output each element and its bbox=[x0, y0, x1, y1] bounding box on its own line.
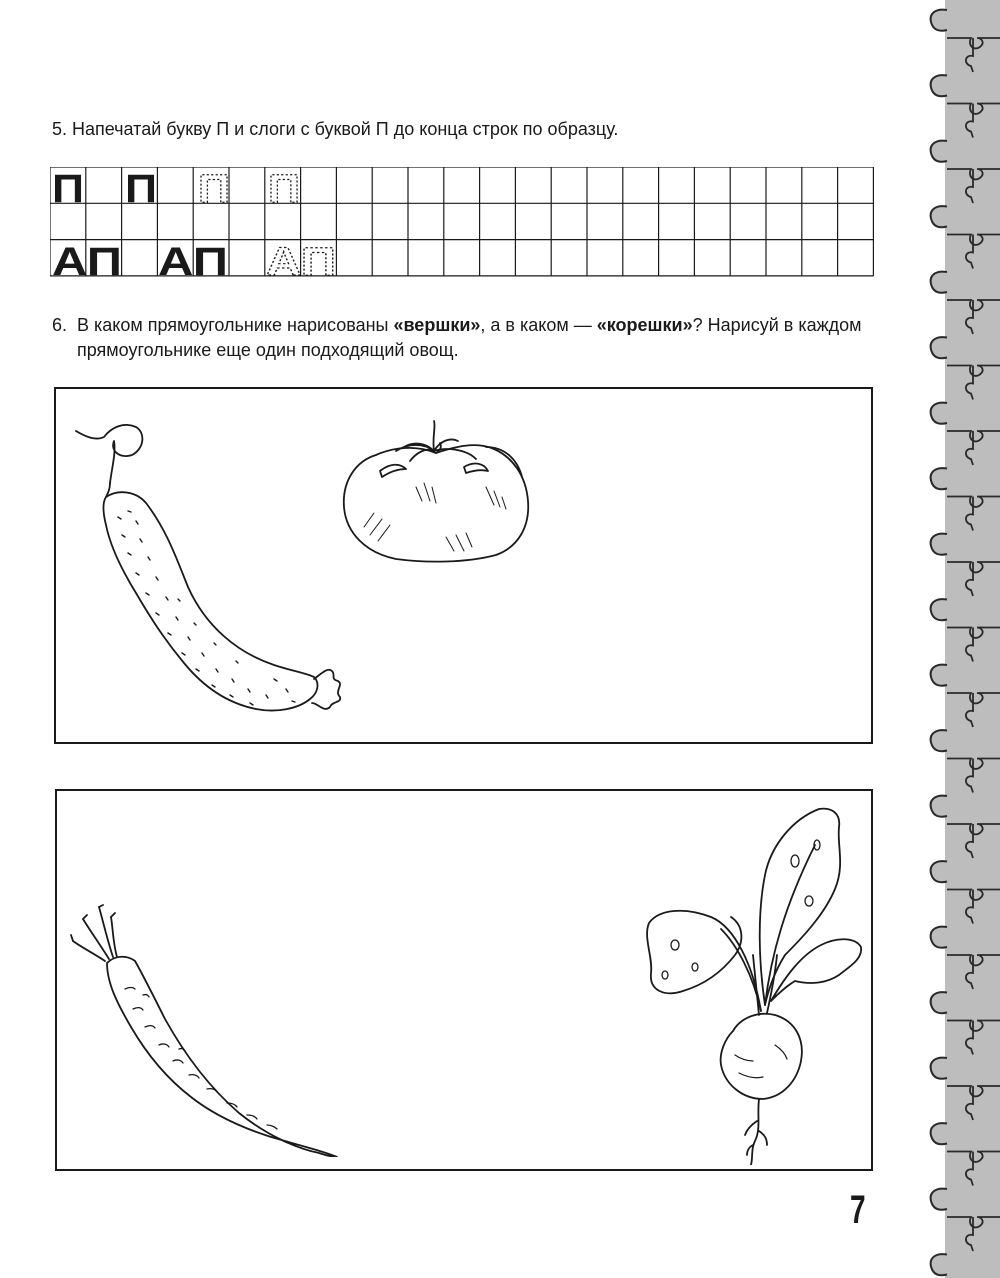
word-roots: «корешки» bbox=[596, 315, 693, 335]
dotted-letter-p-2: П bbox=[268, 167, 300, 211]
page-number: 7 bbox=[850, 1188, 866, 1232]
task-6-number: 6. bbox=[52, 315, 68, 335]
task-6-text-after: ? Нарисуй в каждом прямоугольнике еще один подходящий овощ. bbox=[77, 315, 862, 360]
sample-letter-p-1: П bbox=[52, 167, 84, 211]
sample-syllable-ap-2: АП bbox=[158, 240, 228, 277]
tomato-icon bbox=[336, 417, 536, 567]
cucumber-icon bbox=[66, 417, 356, 717]
roots-rectangle[interactable] bbox=[55, 789, 873, 1171]
task-6-text-before: В каком прямоугольнике нарисованы bbox=[77, 315, 394, 335]
dotted-syllable-ap: АП bbox=[266, 240, 336, 277]
word-tops: «вершки» bbox=[393, 315, 481, 335]
tops-rectangle[interactable] bbox=[54, 387, 873, 744]
letter-grid[interactable] bbox=[50, 167, 874, 277]
task-5-instruction: 5. Напечатай букву П и слоги с буквой П до конца строк по образцу. bbox=[52, 119, 619, 139]
task-6-text bbox=[77, 313, 887, 363]
sample-letter-p-2: П bbox=[125, 167, 157, 211]
beet-icon bbox=[635, 805, 865, 1165]
task-6-text-middle: , а в каком — bbox=[480, 315, 597, 335]
puzzle-border-decoration bbox=[925, 0, 1000, 1278]
carrot-icon bbox=[69, 899, 339, 1157]
dotted-letter-p-1: П bbox=[198, 167, 230, 211]
sample-syllable-ap-1: АП bbox=[52, 240, 122, 277]
